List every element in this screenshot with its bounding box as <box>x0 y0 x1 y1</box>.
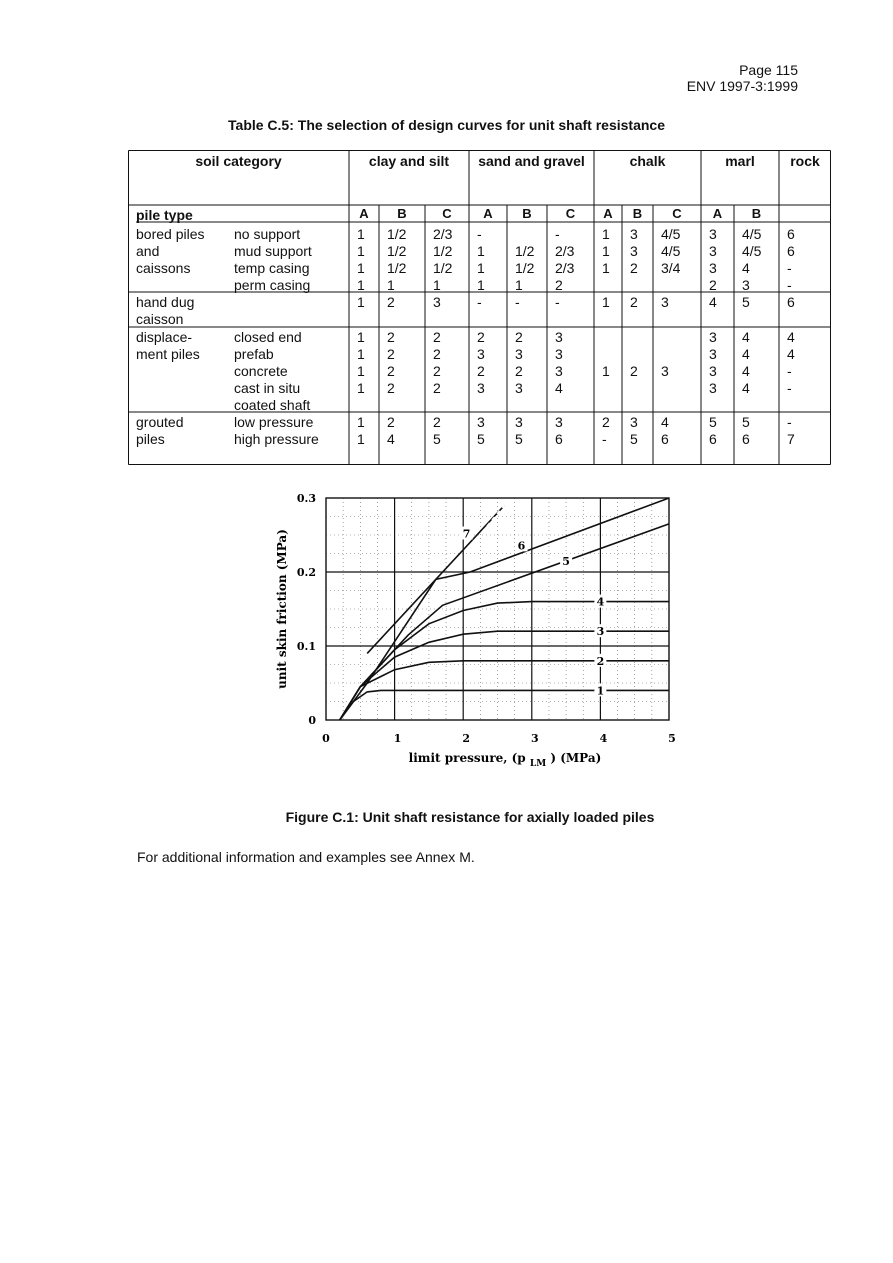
table-cell-value: 3 <box>515 346 523 362</box>
table-cell-value: 1 <box>357 329 365 345</box>
table-cell-value: 1 <box>433 277 441 293</box>
column-header: B <box>522 206 532 221</box>
x-axis-label: limit pressure, (p $_{LM}$ ) (MPa) <box>408 751 602 769</box>
pile-variant-label: low pressure <box>234 414 314 430</box>
table-cell-value: 2 <box>630 294 638 310</box>
table-cell-value: 3 <box>515 414 523 430</box>
table-cell-value: 4 <box>555 380 563 396</box>
table-cell-value: 2/3 <box>555 260 575 276</box>
table-cell-value: 1 <box>357 431 365 447</box>
table-cell-value: - <box>515 294 520 310</box>
column-header: A <box>359 206 369 221</box>
table-cell-value: - <box>787 414 792 430</box>
table-cell-value: 3 <box>709 329 717 345</box>
table-cell-value: 1 <box>602 243 610 259</box>
curve-7 <box>367 505 504 653</box>
table-cell-value: 2 <box>630 260 638 276</box>
curve-label-2: 2 <box>596 654 605 668</box>
table-cell-value: 3 <box>709 226 717 242</box>
table-cell-value: 3 <box>630 414 638 430</box>
table-cell-value: 6 <box>787 294 795 310</box>
y-tick-label: 0.1 <box>296 640 316 653</box>
table-cell-value: 3 <box>630 226 638 242</box>
table-cell-value: - <box>477 226 482 242</box>
table-cell-value: 2 <box>387 329 395 345</box>
pile-variant-label: closed end <box>234 329 302 345</box>
table-cell-value: 1/2 <box>515 260 535 276</box>
table-cell-value: 3 <box>477 346 485 362</box>
curve-label-4: 4 <box>596 595 605 609</box>
pile-variant-label: concrete <box>234 363 288 379</box>
curve-label-3: 3 <box>596 625 605 639</box>
curve-3 <box>340 631 669 720</box>
y-tick-label: 0.3 <box>296 492 316 505</box>
column-header: A <box>483 206 493 221</box>
table-cell-value: 1 <box>477 277 485 293</box>
table-cell-value: 4/5 <box>742 226 762 242</box>
soil-category-3: chalk <box>629 153 666 169</box>
table-cell-value: 5 <box>515 431 523 447</box>
table-cell-value: 6 <box>661 431 669 447</box>
table-cell-value: 1 <box>357 260 365 276</box>
table-cell-value: 2 <box>433 329 441 345</box>
table-cell-value: 5 <box>477 431 485 447</box>
table-cell-value: 2 <box>477 363 485 379</box>
table-cell-value: 1 <box>357 226 365 242</box>
table-cell-value: 4 <box>709 294 717 310</box>
curve-1 <box>340 690 669 720</box>
column-header: C <box>442 206 452 221</box>
table-cell-value: 4 <box>787 346 795 362</box>
table-cell-value: 2 <box>515 363 523 379</box>
table-cell-value: 1 <box>602 363 610 379</box>
table-cell-value: 1 <box>602 260 610 276</box>
table-title: Table C.5: The selection of design curves for unit shaft resistance <box>228 117 665 133</box>
table-cell-value: 4 <box>742 363 750 379</box>
pile-variant-label: coated shaft <box>234 397 311 413</box>
table-cell-value: 5 <box>742 414 750 430</box>
table-cell-value: 2 <box>709 277 717 293</box>
table-cell-value: 3 <box>477 414 485 430</box>
table-cell-value: 2/3 <box>555 243 575 259</box>
table-cell-value: 3 <box>709 363 717 379</box>
table-cell-value: 1/2 <box>387 260 407 276</box>
table-cell-value: 2 <box>387 414 395 430</box>
table-cell-value: 4 <box>742 329 750 345</box>
pile-variant-label: prefab <box>234 346 274 362</box>
table-cell-value: 2 <box>602 414 610 430</box>
x-tick-label: 4 <box>599 732 608 745</box>
page-header <box>687 62 798 94</box>
table-cell-value: 1 <box>515 277 523 293</box>
curve-label-5: 5 <box>562 554 570 568</box>
pile-group-name: and <box>136 243 160 259</box>
table-cell-value: 3 <box>555 346 563 362</box>
column-header: B <box>632 206 643 221</box>
pile-group-name: caisson <box>136 311 184 327</box>
standard-reference: ENV 1997-3:1999 <box>686 78 798 94</box>
table-cell-value: 3 <box>742 277 750 293</box>
pile-variant-label: high pressure <box>234 431 319 447</box>
pile-group-name: caissons <box>136 260 191 276</box>
table-cell-value: 2 <box>630 363 638 379</box>
pile-group-name: bored piles <box>136 226 205 242</box>
table-cell-value: 3 <box>709 346 717 362</box>
table-cell-value: 2 <box>387 380 395 396</box>
table-cell-value: 1 <box>477 243 485 259</box>
table-cell-value: 3 <box>555 363 563 379</box>
table-cell-value: 5 <box>630 431 638 447</box>
table-cell-value: 2 <box>555 277 563 293</box>
table-cell-value: 5 <box>709 414 717 430</box>
column-header: A <box>603 206 613 221</box>
table-cell-value: 6 <box>742 431 750 447</box>
table-cell-value: 3 <box>515 380 523 396</box>
curve-6 <box>340 498 669 720</box>
table-cell-value: 2 <box>387 294 395 310</box>
column-header: B <box>751 206 762 221</box>
table-cell-value: 4 <box>742 260 750 276</box>
table-cell-value: - <box>555 226 560 242</box>
table-cell-value: 3 <box>555 329 563 345</box>
y-tick-label: 0.2 <box>296 566 316 579</box>
x-tick-label: 3 <box>530 732 539 745</box>
table-cell-value: - <box>787 380 792 396</box>
table-cell-value: 4 <box>387 431 395 447</box>
table-cell-value: 3 <box>555 414 563 430</box>
table-cell-value: - <box>787 363 792 379</box>
pile-variant-label: mud support <box>234 243 312 259</box>
table-cell-value: 5 <box>433 431 441 447</box>
chart-svg <box>260 490 690 780</box>
shaft-resistance-chart <box>260 490 690 780</box>
table-cell-value: 4 <box>742 346 750 362</box>
table-cell-value: 1 <box>357 346 365 362</box>
table-cell-value: 1 <box>357 277 365 293</box>
table-cell-value: 3 <box>709 243 717 259</box>
pile-group-name: ment piles <box>136 346 200 362</box>
table-cell-value: 3/4 <box>661 260 681 276</box>
table-cell-value: 4 <box>787 329 795 345</box>
table-cell-value: 3 <box>630 243 638 259</box>
y-tick-label: 0 <box>308 714 316 727</box>
table-cell-value: 3 <box>709 380 717 396</box>
table-cell-value: 2 <box>433 363 441 379</box>
curve-label-6: 6 <box>517 539 526 553</box>
soil-category-5: rock <box>790 153 820 169</box>
table-cell-value: - <box>555 294 560 310</box>
table-cell-value: - <box>477 294 482 310</box>
table-cell-value: 6 <box>709 431 717 447</box>
table-cell-value: 1/2 <box>515 243 535 259</box>
table-cell-value: 4 <box>742 380 750 396</box>
table-cell-value: 1 <box>387 277 395 293</box>
table-cell-value: 1 <box>602 294 610 310</box>
table-cell-value: - <box>602 431 607 447</box>
figure-caption: Figure C.1: Unit shaft resistance for axially loaded piles <box>285 809 655 825</box>
table-cell-value: 1 <box>477 260 485 276</box>
table-cell-value: 1 <box>357 294 365 310</box>
pile-group-name: hand dug <box>136 294 195 310</box>
soil-category-1: clay and silt <box>368 153 450 169</box>
table-cell-value: 6 <box>787 243 795 259</box>
table-cell-value: 4/5 <box>742 243 762 259</box>
table-cell-value: 2 <box>387 346 395 362</box>
annex-note: For additional information and examples see Annex M. <box>137 849 475 865</box>
soil-category-2: sand and gravel <box>478 153 585 169</box>
table-cell-value: 4 <box>661 414 669 430</box>
pile-group-name: piles <box>136 431 165 447</box>
table-cell-value: 2 <box>477 329 485 345</box>
pile-variant-label: temp casing <box>234 260 310 276</box>
page-number: Page 115 <box>739 62 798 78</box>
table-cell-value: 7 <box>787 431 795 447</box>
table-cell-value: 2 <box>433 346 441 362</box>
x-tick-label: 5 <box>668 732 676 745</box>
pile-group-name: displace- <box>136 329 193 345</box>
pile-variant-label: no support <box>234 226 301 242</box>
table-cell-value: 1 <box>357 363 365 379</box>
table-cell-value: 1 <box>357 243 365 259</box>
pile-variant-label: cast in situ <box>234 380 301 396</box>
table-cell-value: 3 <box>661 363 669 379</box>
x-tick-label: 0 <box>322 732 330 745</box>
table-cell-value: 1 <box>357 414 365 430</box>
table-cell-value: - <box>787 277 792 293</box>
table-cell-value: 2 <box>433 414 441 430</box>
table-cell-value: 1/2 <box>433 260 453 276</box>
pile-variant-label: perm casing <box>234 277 311 293</box>
table-cell-value: 3 <box>477 380 485 396</box>
table-cell-value: 1/2 <box>387 243 407 259</box>
column-header: B <box>397 206 407 221</box>
table-cell-value: 4/5 <box>661 243 681 259</box>
x-tick-label: 1 <box>393 732 402 745</box>
table-cell-value: 2/3 <box>433 226 453 242</box>
table-cell-value: 3 <box>433 294 441 310</box>
column-header: C <box>565 206 576 221</box>
column-header: A <box>712 206 723 221</box>
curve-label-1: 1 <box>596 684 605 698</box>
table-cell-value: 2 <box>387 363 395 379</box>
table-cell-value: 2 <box>433 380 441 396</box>
table-cell-value: 1/2 <box>433 243 453 259</box>
table-cell-value: 6 <box>555 431 563 447</box>
table-cell-value: 5 <box>742 294 750 310</box>
table-cell-value: 1/2 <box>387 226 407 242</box>
pile-type-header: pile type <box>136 207 193 223</box>
column-header: C <box>672 206 682 221</box>
table-cell-value: 3 <box>661 294 669 310</box>
x-tick-label: 2 <box>462 732 471 745</box>
table-cell-value: 1 <box>602 226 610 242</box>
table-cell-value: - <box>787 260 792 276</box>
table-cell-value: 3 <box>709 260 717 276</box>
table-cell-value: 2 <box>515 329 523 345</box>
soil-category-header: soil category <box>195 153 282 169</box>
table-cell-value: 1 <box>357 380 365 396</box>
soil-category-4: marl <box>725 153 755 169</box>
table-cell-value: 6 <box>787 226 795 242</box>
y-axis-label: unit skin friction (MPa) <box>275 529 289 689</box>
pile-group-name: grouted <box>136 414 184 430</box>
design-curve-table <box>128 150 831 465</box>
table-cell-value: 4/5 <box>661 226 681 242</box>
curve-label-7: 7 <box>462 527 471 541</box>
